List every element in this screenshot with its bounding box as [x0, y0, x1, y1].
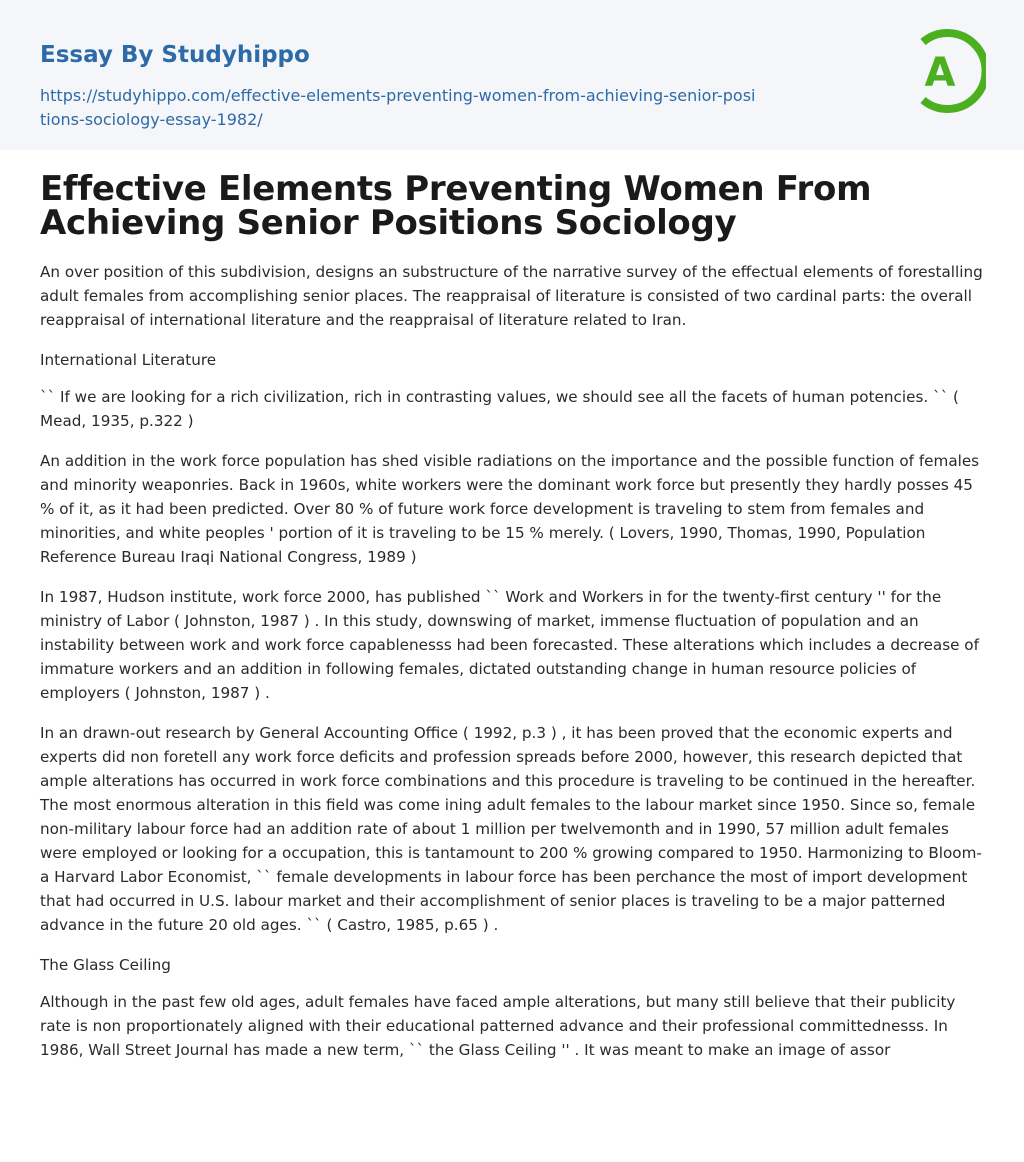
section-heading-international-literature: International Literature	[40, 351, 217, 369]
logo-ring-icon	[914, 28, 986, 114]
logo-letter: A	[924, 50, 956, 96]
section-heading-glass-ceiling: The Glass Ceiling	[40, 956, 171, 974]
site-header	[0, 0, 1024, 150]
paragraph-intro: An over position of this subdivision, designs an substructure of the narrative survey of the effectual elements of forestalling adult females from accomplishing senior places. The reappraisal of literature is consisted of two cardinal parts: the overall reappraisal of international literature and the reappraisal of literature related to Iran.	[40, 263, 983, 329]
article-title: Effective Elements Preventing Women From Achieving Senior Positions Sociology	[40, 169, 872, 243]
paragraph-hudson-institute: In 1987, Hudson institute, work force 2000, has published `` Work and Workers in for the twenty-first century '' for the ministry of Labor ( Johnston, 1987 ) . In this study, downswing of market, immense fluctuation of population and an instability between work and work force capablenesss had been forecasted. These alterations which includes a decrease of immature workers and an addition in following females, dictated outstanding change in human resource policies of employers ( Johnston, 1987 ) .	[40, 588, 979, 702]
paragraph-quote-mead: `` If we are looking for a rich civilization, rich in contrasting values, we should see all the facets of human potencies. `` ( Mead, 1935, p.322 )	[40, 388, 959, 430]
brand-title[interactable]: Essay By Studyhippo	[40, 42, 310, 68]
article-body	[0, 150, 1024, 1062]
paragraph-work-force-population: An addition in the work force population has shed visible radiations on the importance and the possible function of females and minority weaponries. Back in 1960s, white workers were the dominant work force but presently they hardly posses 45 % of it, as it had been predicted. Over 80 % of future work force development is traveling to stem from females and minorities, and white peoples ' portion of it is traveling to be 15 % merely. ( Lovers, 1990, Thomas, 1990, Population Reference Bureau Iraqi National Congress, 1989 )	[40, 452, 980, 566]
studyhippo-logo[interactable]	[914, 28, 986, 114]
paragraph-general-accounting-office: In an drawn-out research by General Accounting Office ( 1992, p.3 ) , it has been proved that the economic experts and experts did non foretell any work force deficits and profession spreads before 2000, however, this research depicted that ample alterations has occurred in work force combinations and this procedure is traveling to be continued in the hereafter. The most enormous alteration in this field was come ining adult females to the labour market since 1950. Since so, female non-military labour force had an addition rate of about 1 million per twelvemonth and in 1990, 57 million adult females were employed or looking for a occupation, this is tantamount to 200 % growing compared to 1950. Harmonizing to Bloom-a Harvard Labor Economist, `` female developments in labour force has been perchance the most of import development that had occurred in U.S. labour market and their accomplishment of senior places is traveling to be a major patterned advance in the future 20 old ages. `` ( Castro, 1985, p.65 ) .	[40, 724, 982, 934]
source-url-link[interactable]: https://studyhippo.com/effective-elements-preventing-women-from-achieving-senior-positions-sociology-essay-1982/	[40, 86, 756, 129]
paragraph-glass-ceiling: Although in the past few old ages, adult females have faced ample alterations, but many still believe that their publicity rate is non proportionately aligned with their educational patterned advance and their professional committednesss. In 1986, Wall Street Journal has made a new term, `` the Glass Ceiling '' . It was meant to make an image of assor	[40, 993, 956, 1059]
